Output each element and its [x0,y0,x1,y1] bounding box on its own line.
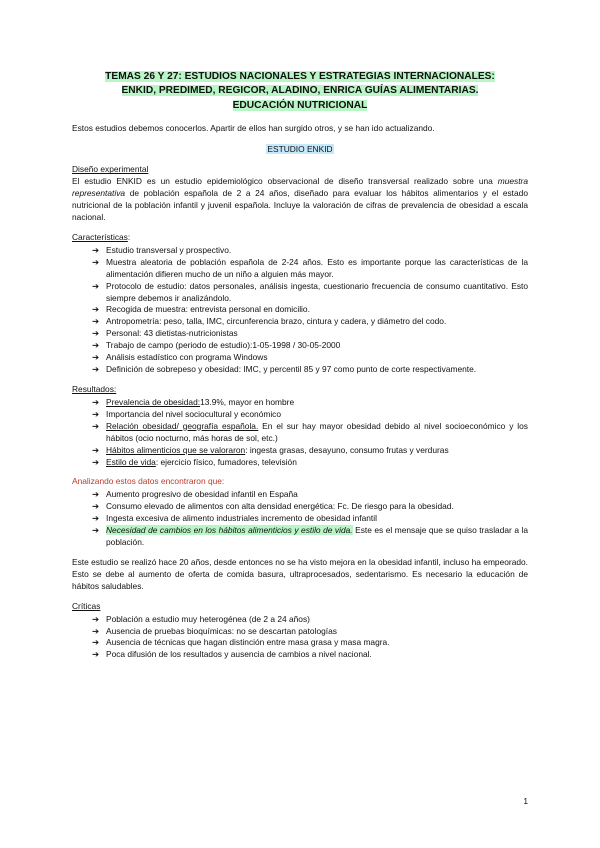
list-item-text: Análisis estadístico con programa Windows [106,352,268,363]
study-label-text: ESTUDIO ENKID [267,144,333,155]
list-item [92,397,528,409]
list-item-text: Aumento progresivo de obesidad infantil en España [106,489,298,500]
summary-paragraph: Este estudio se realizó hace 20 años, desde entonces no se ha visto mejora en la obesidad infantil, incluso ha empeorado. Esto se debe al aumento de oferta de comida basura, ultraprocesados, sedentarismo. Es necesario la educación de hábitos saludables. [72,556,528,591]
criticas-heading: Críticas [72,600,101,611]
list-item-text: En el sur hay mayor obesidad debido al nivel socioeconómico y los hábitos (ocio nocturno, más horas de sol, etc.) [106,420,528,443]
arrow-right-icon: ➔ [92,340,100,351]
list-item [92,614,528,626]
list-item [92,364,528,376]
caracteristicas-list [72,245,528,376]
list-item-text: Estudio transversal y prospectivo. [106,244,232,255]
arrow-right-icon: ➔ [92,513,100,524]
criticas-list [72,614,528,662]
list-item-text: : ejercicio físico, fumadores, televisión [155,456,297,467]
resultados-list [72,397,528,469]
arrow-right-icon: ➔ [92,637,100,648]
resultados-heading: Resultados: [72,383,117,394]
list-item [92,328,528,340]
analizando-heading: Analizando estos datos encontraron que: [72,476,225,487]
arrow-right-icon: ➔ [92,396,100,407]
list-item-underlined: Relación obesidad/ geografía española. [106,420,259,431]
list-item-text: : ingesta grasas, desayuno, consumo frutas y verduras [245,444,449,455]
list-item [92,304,528,316]
list-item [92,626,528,638]
arrow-right-icon: ➔ [92,625,100,636]
resultados-section [72,384,528,468]
arrow-right-icon: ➔ [92,256,100,267]
list-item-text: Ingesta excesiva de alimento industriales incremento de obesidad infantil [106,513,377,524]
list-item-underlined: Hábitos alimenticios que se valoraron [106,444,246,455]
arrow-right-icon: ➔ [92,444,100,455]
list-item-text: Trabajo de campo (periodo de estudio):1-05-1998 / 30-05-2000 [106,340,341,351]
arrow-right-icon: ➔ [92,304,100,315]
title-line-1: TEMAS 26 Y 27: ESTUDIOS NACIONALES Y ESTRATEGIAS INTERNACIONALES: [105,71,495,82]
arrow-right-icon: ➔ [92,456,100,467]
list-item [92,257,528,281]
list-item-text: Este es el mensaje que se quiso trasladar a la población. [106,525,528,548]
diseno-text-a: El estudio ENKID es un estudio epidemiológico observacional de diseño transversal realizado sobre una [72,176,498,187]
list-item-text: Protocolo de estudio: datos personales, análisis ingesta, cuestionario frecuencia de consumo cuantitativo. Esto siempre debemos ir analizándolo. [106,280,528,303]
list-item [92,513,528,525]
list-item [92,340,528,352]
list-item [92,409,528,421]
arrow-right-icon: ➔ [92,352,100,363]
arrow-right-icon: ➔ [92,501,100,512]
list-item [92,352,528,364]
highlighted-message: Necesidad de cambios en los hábitos alimenticios y estilo de vida. [106,525,353,536]
list-item-text: Antropometría: peso, talla, IMC, circunferencia brazo, cintura y cadera, y diámetro del codo. [106,316,447,327]
list-item-underlined: Prevalencia de obesidad: [106,396,201,407]
list-item-text: Importancia del nivel sociocultural y económico [106,408,282,419]
arrow-right-icon: ➔ [92,525,100,536]
list-item [92,457,528,469]
list-item-text: Definición de sobrepeso y obesidad: IMC, y percentil 85 y 97 como punto de corte respectivamente. [106,364,477,375]
list-item [92,421,528,445]
title-line-3: EDUCACIÓN NUTRICIONAL [232,99,368,111]
list-item-text: 13.9%, mayor en hombre [200,396,295,407]
diseno-text [72,176,528,224]
document-title [92,70,508,113]
arrow-right-icon: ➔ [92,420,100,431]
criticas-section [72,601,528,662]
arrow-right-icon: ➔ [92,649,100,660]
list-item [92,281,528,305]
arrow-right-icon: ➔ [92,244,100,255]
list-item [92,245,528,257]
intro-text: Estos estudios debemos conocerlos. Apartir de ellos han surgido otros, y se han ido actualizando. [72,123,435,134]
list-item-text: Población a estudio muy heterogénea (de 2 a 24 años) [106,613,310,624]
list-item-text: Poca difusión de los resultados y ausencia de cambios a nivel nacional. [106,649,372,660]
arrow-right-icon: ➔ [92,364,100,375]
page-number: 1 [523,796,528,807]
arrow-right-icon: ➔ [92,280,100,291]
arrow-right-icon: ➔ [92,613,100,624]
list-item [92,649,528,661]
arrow-right-icon: ➔ [92,489,100,500]
list-item-text: Muestra aleatoria de población española de 2-24 años. Esto es importante porque las características de la alimentación difieren mucho de un niño a alguien más mayor. [106,256,528,279]
caracteristicas-heading: Características [72,231,128,242]
arrow-right-icon: ➔ [92,316,100,327]
arrow-right-icon: ➔ [92,408,100,419]
diseno-text-emphasis: muestra representativa [72,176,528,199]
diseno-heading: Diseño experimental [72,164,149,175]
list-item-underlined: Estilo de vida [106,456,156,467]
list-item [92,501,528,513]
list-item [92,489,528,501]
list-item-text: Personal: 43 dietistas-nutricionistas [106,328,238,339]
list-item [92,637,528,649]
diseno-section [72,164,528,224]
list-item [92,525,528,549]
caracteristicas-colon: : [127,231,131,242]
analizando-list [72,489,528,549]
analizando-section [72,476,528,549]
title-line-2: ENKID, PREDIMED, REGICOR, ALADINO, ENRICA GUÍAS ALIMENTARIAS. [121,85,479,97]
caracteristicas-heading-wrap [72,232,528,244]
list-item [92,316,528,328]
list-item [92,445,528,457]
study-label [72,144,528,156]
list-item-text: Ausencia de pruebas bioquímicas: no se descartan patologías [106,625,337,636]
list-item-text: Consumo elevado de alimentos con alta densidad energética: Fc. De riesgo para la obesidad. [106,501,454,512]
list-item-text: Ausencia de técnicas que hagan distinción entre masa grasa y masa magra. [106,637,390,648]
diseno-text-b: de población española de 2 a 24 años, diseñado para evaluar los hábitos alimentarios y el estado nutricional de la población infantil y juvenil española. Incluye la valoración de cifras de prevalencia de obesidad a escala nacional. [72,188,528,222]
arrow-right-icon: ➔ [92,328,100,339]
caracteristicas-section [72,232,528,376]
list-item-text: Recogida de muestra: entrevista personal en domicilio. [106,304,310,315]
